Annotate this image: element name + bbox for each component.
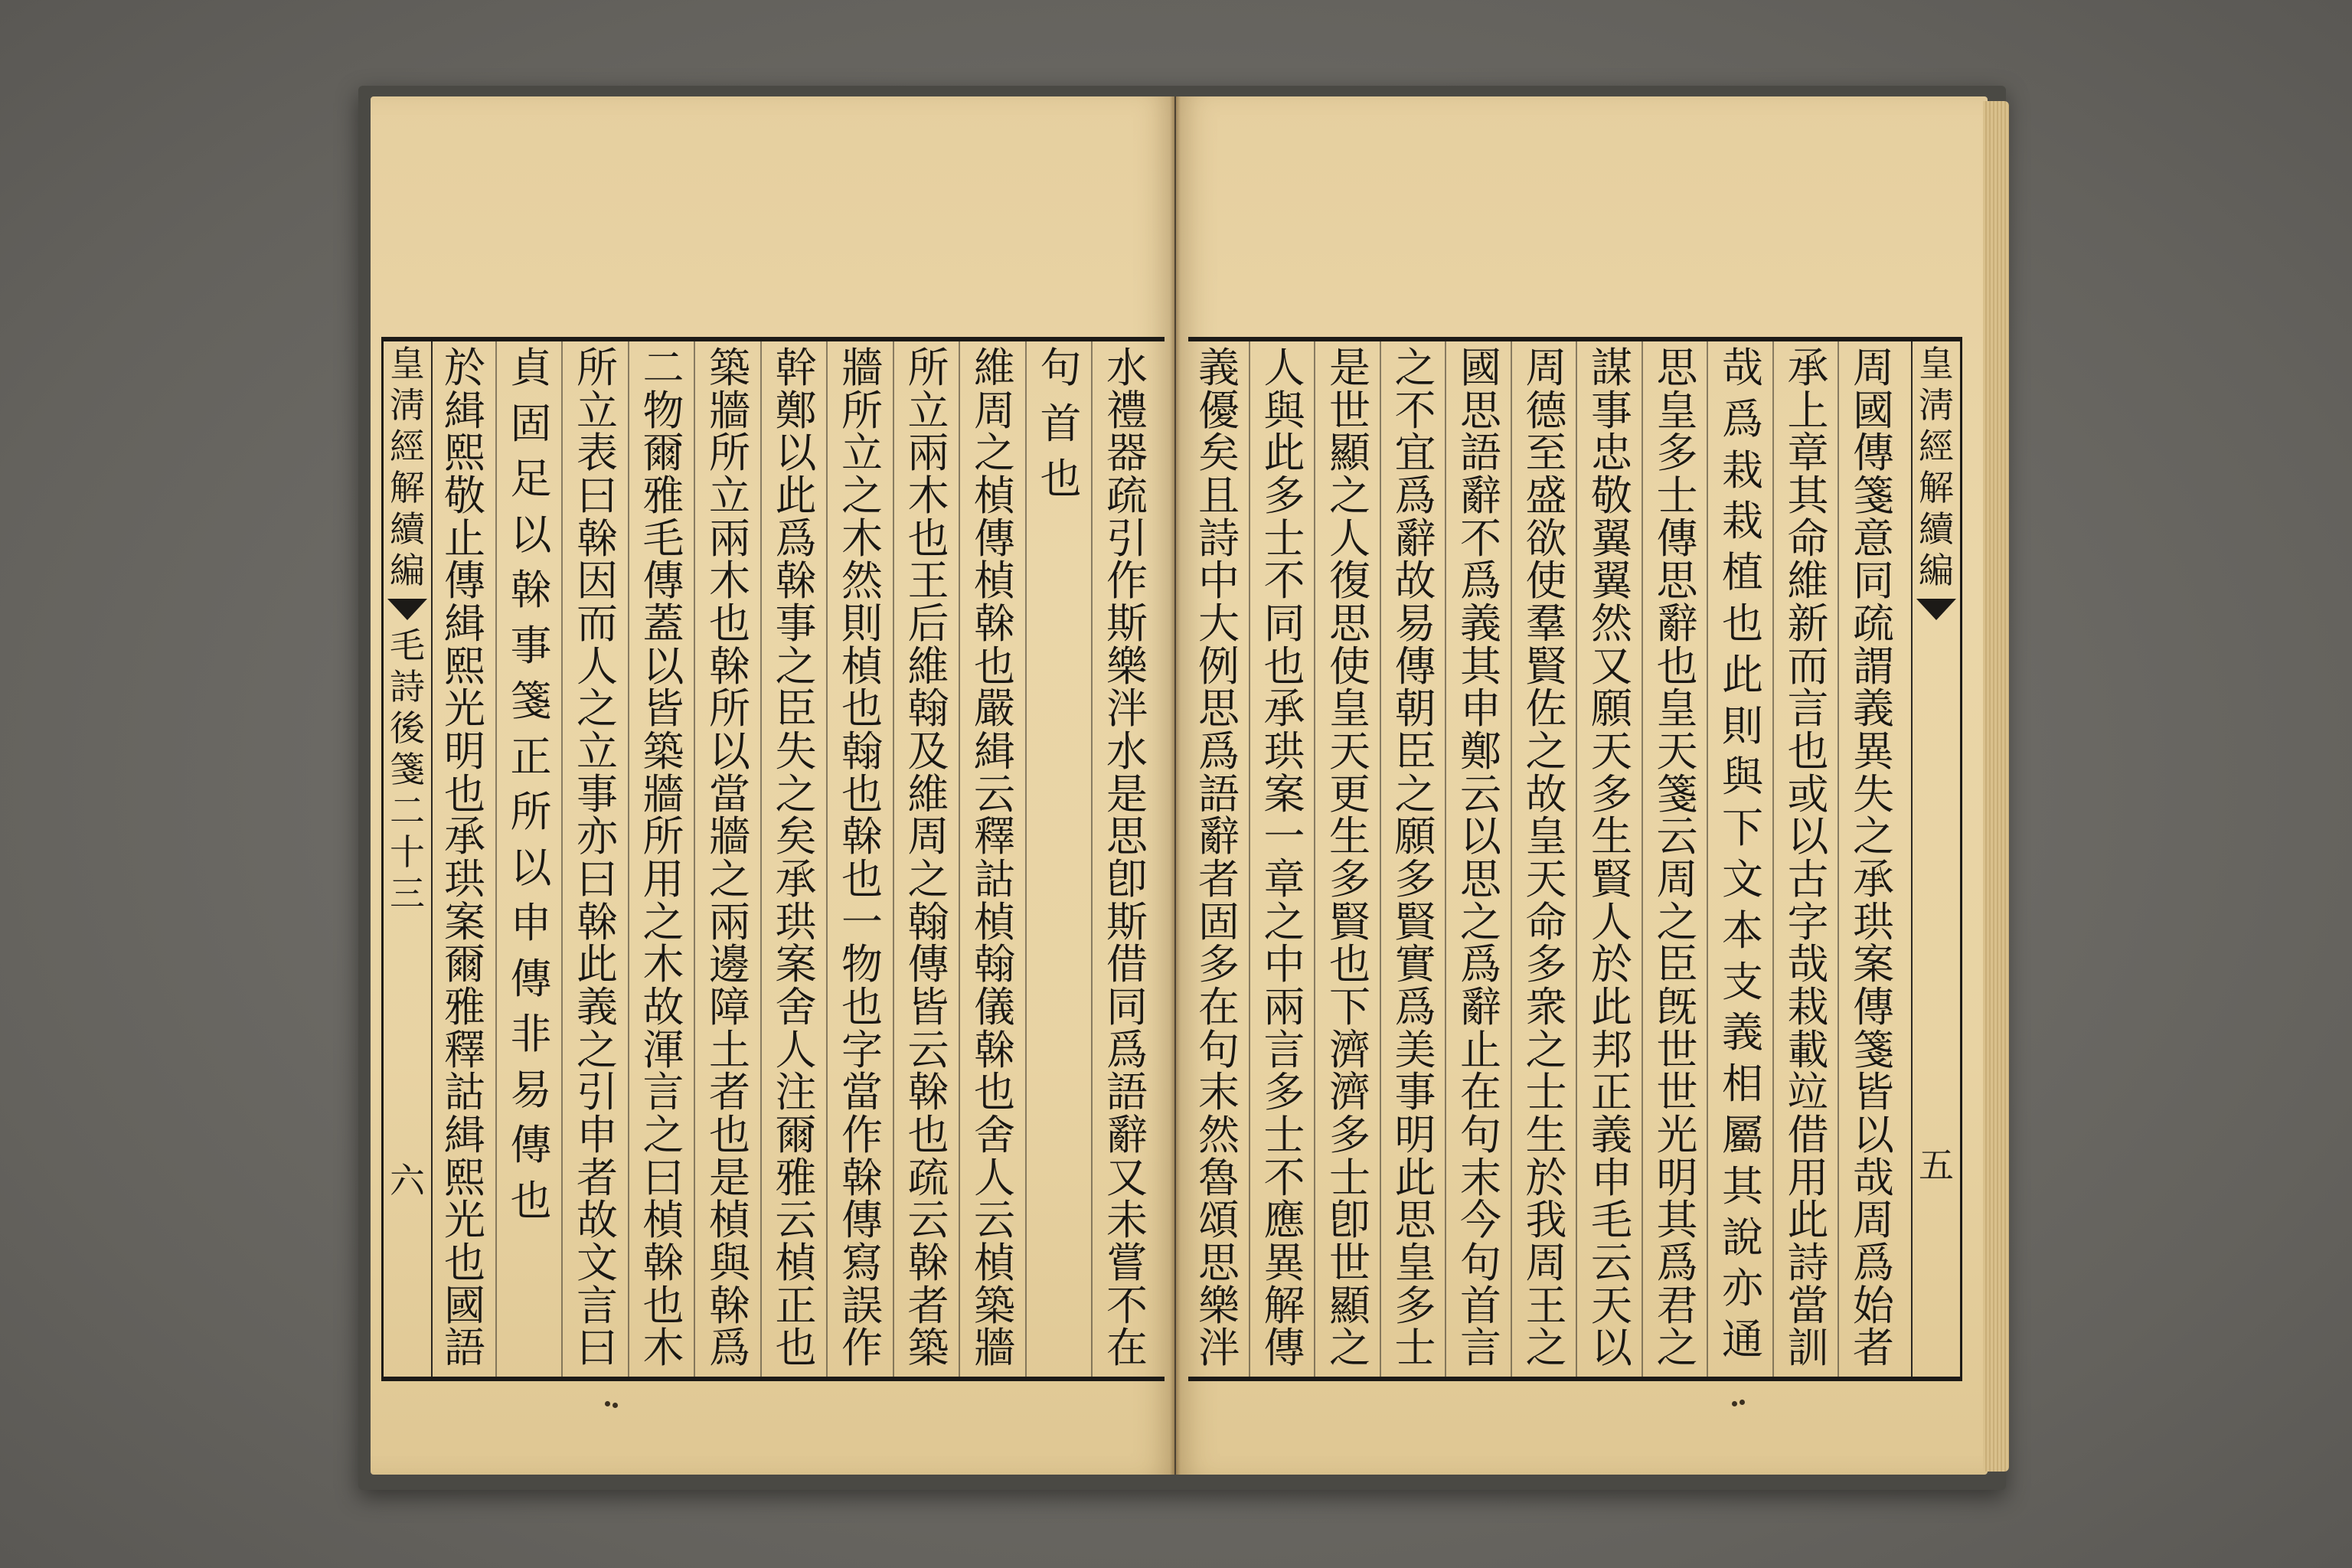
text-column: 貞 固 足 以 榦 事 箋 正 所 以 申 傳 非 易 傳 也 [510, 344, 552, 1225]
ink-spot [1740, 1400, 1745, 1405]
column-rule [826, 341, 828, 1377]
text-column: 水 禮 器 疏 引 作 斯 樂 泮 水 是 思 卽 斯 借 同 爲 語 辭 又 未 嘗 不 在 [1106, 344, 1148, 1373]
text-column: 所 立 兩 木 也 王 后 維 翰 及 維 周 之 翰 傳 皆 云 榦 也 疏 云 榦 者 築 [907, 344, 949, 1373]
column-rule [495, 341, 497, 1377]
ink-spot [1732, 1401, 1737, 1406]
text-column: 之 不 宜 爲 辭 故 易 傳 朝 臣 之 願 多 賢 實 爲 美 事 明 此 思 皇 多 士 [1394, 344, 1436, 1373]
text-column: 國 思 語 辭 不 爲 義 其 申 鄭 云 以 思 之 爲 辭 止 在 句 末 今 句 首 言 [1460, 344, 1501, 1373]
column-rule [1838, 341, 1839, 1377]
column-rule [760, 341, 762, 1377]
right-running-title [1913, 343, 1959, 628]
page-edges [1983, 101, 2009, 1472]
column-rule [1642, 341, 1643, 1377]
right-running-title-text: 皇 淸 經 解 續 編 [1919, 343, 1954, 591]
left-leaf-number: 六 [390, 1160, 425, 1201]
left-running-title-text: 皇 淸 經 解 續 編 [390, 343, 425, 591]
right-text-block [1188, 337, 1962, 1381]
text-column: 所 立 表 曰 榦 因 而 人 之 立 事 亦 曰 榦 此 義 之 引 申 者 故 文 言 曰 [577, 344, 618, 1373]
column-rule [1445, 341, 1446, 1377]
column-rule [1025, 341, 1027, 1377]
text-column: 哉 爲 栽 栽 植 也 此 則 與 下 文 本 支 義 相 屬 其 說 亦 通 [1722, 344, 1763, 1364]
text-column: 周 德 至 盛 欲 使 羣 賢 佐 之 故 皇 天 命 多 衆 之 士 生 於 我 周 王 之 [1525, 344, 1567, 1373]
text-column: 維 周 之 楨 傳 楨 榦 也 嚴 緝 云 釋 詁 楨 翰 儀 榦 也 舍 人 云 楨 築 牆 [974, 344, 1015, 1373]
text-column: 牆 所 立 之 木 然 則 楨 也 翰 也 榦 也 一 物 也 字 當 作 榦 傳 寫 誤 作 [841, 344, 883, 1373]
text-column: 義 優 矣 且 詩 中 大 例 思 爲 語 辭 者 固 多 在 句 末 然 魯 頌 思 樂 泮 [1198, 344, 1240, 1373]
book-gutter [1170, 96, 1181, 1475]
column-rule [1576, 341, 1577, 1377]
text-column: 承 上 章 其 命 維 新 而 言 也 或 以 古 字 哉 栽 載 竝 借 用 此 詩 當 訓 [1787, 344, 1829, 1373]
text-column: 二 物 爾 雅 毛 傳 蓋 以 皆 築 牆 所 用 之 木 故 渾 言 之 曰 楨 榦 也 木 [642, 344, 684, 1373]
left-sub-title-text: 毛 詩 後 箋 二 十 三 [390, 625, 425, 914]
column-rule [561, 341, 563, 1377]
column-rule [1380, 341, 1381, 1377]
left-running-title [384, 343, 430, 917]
left-text-block [381, 337, 1165, 1381]
text-column: 幹 鄭 以 此 爲 榦 事 之 臣 失 之 矣 承 珙 案 舍 人 注 爾 雅 云 楨 正 也 [775, 344, 817, 1373]
fish-tail-mark-icon [1916, 599, 1956, 620]
column-rule [628, 341, 629, 1377]
text-column: 思 皇 多 士 傳 思 辭 也 皇 天 箋 云 周 之 臣 旣 世 世 光 明 其 爲 君 之 [1656, 344, 1698, 1373]
column-rule [1772, 341, 1774, 1377]
column-rule [959, 341, 960, 1377]
text-column: 周 國 傳 箋 意 同 疏 謂 義 異 失 之 承 珙 案 傳 箋 皆 以 哉 周 爲 始 者 [1853, 344, 1894, 1373]
column-rule [1249, 341, 1250, 1377]
text-column: 築 牆 所 立 兩 木 也 榦 所 以 當 牆 之 兩 邊 障 土 者 也 是 楨 與 榦 爲 [709, 344, 750, 1373]
column-rule [694, 341, 695, 1377]
text-column: 於 緝 熙 敬 止 傳 緝 熙 光 明 也 承 珙 案 爾 雅 釋 詁 緝 熙 光 也 國 語 [444, 344, 485, 1373]
text-column: 句 首 也 [1040, 344, 1082, 503]
text-column: 謀 事 忠 敬 翼 翼 然 又 願 天 多 生 賢 人 於 此 邦 正 義 申 毛 云 天 以 [1591, 344, 1632, 1373]
column-rule [1707, 341, 1708, 1377]
left-margin-column [384, 341, 433, 1377]
column-rule [893, 341, 894, 1377]
ink-spot [605, 1401, 610, 1406]
text-column: 是 世 顯 之 人 復 思 使 皇 天 更 生 多 賢 也 下 濟 濟 多 士 卽 世 顯 之 [1329, 344, 1370, 1373]
column-rule [1314, 341, 1315, 1377]
right-margin-column [1911, 341, 1960, 1377]
fish-tail-mark-icon [387, 599, 427, 620]
column-rule [1091, 341, 1093, 1377]
ink-spot [612, 1403, 618, 1408]
column-rule [1511, 341, 1512, 1377]
text-column: 人 與 此 多 士 不 同 也 承 珙 案 一 章 之 中 兩 言 多 士 不 應 異 解 傳 [1263, 344, 1305, 1373]
right-leaf-number: 五 [1919, 1145, 1954, 1186]
